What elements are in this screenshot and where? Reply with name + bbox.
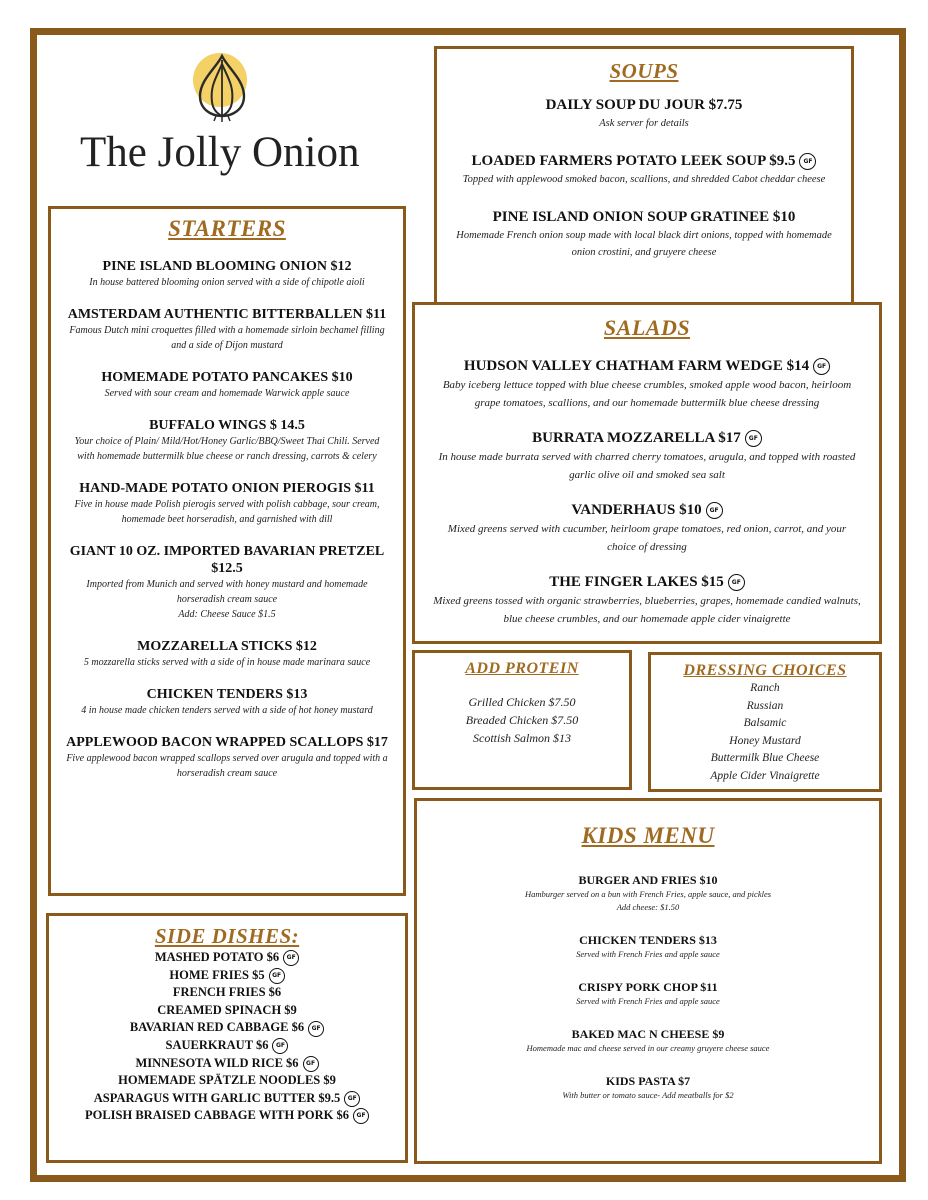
item-description: In house made burrata served with charred cherry tomatoes, arugula, and topped with roasted garlic olive oil and smoked sea salt — [438, 451, 856, 481]
menu-item — [453, 96, 835, 132]
side-item — [49, 1002, 405, 1020]
side-item — [49, 1090, 405, 1108]
item-description: Mixed greens served with cucumber, heirloom grape tomatoes, red onion, carrot, and your choice of dressing — [447, 523, 847, 553]
side-item — [49, 1019, 405, 1037]
dressing-option: Buttermilk Blue Cheese — [710, 752, 820, 765]
item-description: Five applewood bacon wrapped scallops served over arugula and topped with a horseradish cream sauce — [66, 753, 388, 779]
menu-item — [65, 543, 389, 622]
dressing-option: Russian — [746, 699, 784, 712]
side-item-name: CREAMED SPINACH $9 — [157, 1002, 297, 1017]
menu-item — [65, 734, 389, 781]
item-name: KIDS PASTA $7 — [605, 1074, 691, 1088]
side-item — [49, 967, 405, 985]
menu-item — [65, 258, 389, 290]
gluten-free-icon: GF — [303, 1056, 319, 1072]
menu-item — [437, 1074, 859, 1102]
protein-option: Breaded Chicken $7.50 — [465, 713, 579, 727]
gluten-free-icon: GF — [728, 574, 745, 591]
gluten-free-icon: GF — [272, 1038, 288, 1054]
item-description: Homemade mac and cheese served in our creamy gruyere cheese sauce — [526, 1043, 770, 1053]
side-item — [49, 1037, 405, 1055]
dressing-option: Apple Cider Vinaigrette — [710, 769, 820, 782]
brand-name: The Jolly Onion — [80, 129, 360, 176]
dressing-option: Ranch — [750, 682, 780, 694]
starters-section — [48, 206, 406, 896]
item-description: Your choice of Plain/ Mild/Hot/Honey Garlic/BBQ/Sweet Thai Chili. Served with homemade buttermilk blue cheese or ranch dressing, carrots & celery — [74, 436, 380, 462]
menu-item — [453, 152, 835, 188]
item-description: Topped with applewood smoked bacon, scallions, and shredded Cabot cheddar cheese — [462, 174, 826, 185]
item-description: Served with French Fries and apple sauce — [576, 996, 720, 1006]
item-description: Served with sour cream and homemade Warwick apple sauce — [104, 388, 350, 399]
item-description: Ask server for details — [599, 118, 689, 129]
side-item-name: ASPARAGUS WITH GARLIC BUTTER $9.5 — [93, 1090, 341, 1105]
soups-section — [434, 46, 854, 306]
side-item — [49, 1107, 405, 1125]
item-name: THE FINGER LAKES $15 — [549, 574, 724, 590]
item-name: BURRATA MOZZARELLA $17 — [532, 430, 741, 446]
menu-item — [437, 933, 859, 961]
dressings-section — [648, 652, 882, 792]
protein-section — [412, 650, 632, 790]
side-item — [49, 949, 405, 967]
item-name: CHICKEN TENDERS $13 — [579, 933, 717, 947]
menu-item — [433, 429, 861, 484]
item-description: Baby iceberg lettuce topped with blue cheese crumbles, smoked apple wood bacon, heirloom grape tomatoes, scallions, and our homemade buttermilk blue cheese dressing — [442, 379, 852, 409]
item-description: Homemade French onion soup made with local black dirt onions, topped with homemade onion crostini, and gruyere cheese — [456, 230, 832, 258]
side-item-name: HOMEMADE SPÄTZLE NOODLES $9 — [118, 1073, 336, 1088]
dressings-title: DRESSING CHOICES — [683, 662, 847, 679]
item-name: VANDERHAUS $10 — [571, 502, 702, 518]
soups-title: SOUPS — [609, 59, 679, 83]
menu-item — [65, 369, 389, 401]
gluten-free-icon: GF — [308, 1021, 324, 1037]
item-name: BAKED MAC N CHEESE $9 — [571, 1027, 725, 1041]
menu-item — [437, 873, 859, 914]
gluten-free-icon: GF — [283, 950, 299, 966]
side-item — [49, 984, 405, 1002]
starters-title: STARTERS — [168, 216, 286, 241]
kids-section — [414, 798, 882, 1164]
item-description: Hamburger served on a bun with French Fries, apple sauce, and pickles — [524, 889, 772, 899]
menu-item — [453, 208, 835, 261]
item-name: BUFFALO WINGS $ 14.5 — [149, 418, 305, 433]
item-name: PINE ISLAND BLOOMING ONION $12 — [102, 259, 352, 274]
side-item — [49, 1072, 405, 1090]
onion-logo-icon — [186, 50, 256, 122]
item-description: In house battered blooming onion served with a side of chipotle aioli — [89, 277, 365, 288]
item-name: APPLEWOOD BACON WRAPPED SCALLOPS $17 — [66, 735, 388, 750]
side-item — [49, 1055, 405, 1073]
item-description: 4 in house made chicken tenders served with a side of hot honey mustard — [81, 705, 373, 716]
item-name: HAND-MADE POTATO ONION PIEROGIS $11 — [79, 481, 375, 496]
gluten-free-icon: GF — [706, 502, 723, 519]
side-item-name: BAVARIAN RED CABBAGE $6 — [129, 1020, 305, 1035]
menu-item — [433, 357, 861, 412]
menu-item — [437, 980, 859, 1008]
item-description: 5 mozzarella sticks served with a side of in house made marinara sauce — [83, 657, 371, 668]
item-addon: Add: Cheese Sauce $1.5 — [178, 609, 276, 620]
dressing-option: Balsamic — [743, 717, 787, 730]
item-description: With butter or tomato sauce- Add meatballs for $2 — [562, 1090, 734, 1100]
salads-title: SALADS — [603, 315, 691, 340]
gluten-free-icon: GF — [745, 430, 762, 447]
item-name: GIANT 10 OZ. IMPORTED BAVARIAN PRETZEL $12.5 — [69, 544, 385, 576]
menu-item — [433, 573, 861, 628]
item-name: PINE ISLAND ONION SOUP GRATINEE $10 — [492, 209, 796, 225]
menu-item — [65, 306, 389, 353]
protein-option: Grilled Chicken $7.50 — [468, 695, 576, 709]
item-name: DAILY SOUP DU JOUR $7.75 — [545, 97, 743, 113]
menu-item — [65, 686, 389, 718]
sides-section — [46, 913, 408, 1163]
salads-section — [412, 302, 882, 644]
item-addon: Add cheese: $1.50 — [616, 902, 680, 912]
side-item-name: MINNESOTA WILD RICE $6 — [135, 1055, 299, 1070]
side-item-name: SAUERKRAUT $6 — [165, 1037, 269, 1052]
menu-item — [65, 480, 389, 527]
menu-item — [65, 638, 389, 670]
dressing-option: Honey Mustard — [729, 734, 801, 747]
item-description: Mixed greens tossed with organic strawberries, blueberries, grapes, homemade candied walnuts, blue cheese crumbles, and our homemade apple cider vinaigrette — [433, 595, 861, 625]
item-description: Imported from Munich and served with honey mustard and homemade horseradish cream sauce — [86, 579, 368, 605]
gluten-free-icon: GF — [344, 1091, 360, 1107]
gluten-free-icon: GF — [799, 153, 816, 170]
menu-item — [433, 501, 861, 556]
gluten-free-icon: GF — [813, 358, 830, 375]
side-item-name: HOME FRIES $5 — [169, 967, 265, 982]
item-name: CHICKEN TENDERS $13 — [146, 687, 308, 702]
protein-title: ADD PROTEIN — [465, 660, 579, 677]
item-description: Famous Dutch mini croquettes filled with a homemade sirloin bechamel filling and a side of Dijon mustard — [69, 325, 385, 351]
side-item-name: MASHED POTATO $6 — [154, 950, 280, 964]
item-name: BURGER AND FRIES $10 — [578, 873, 718, 887]
menu-item — [65, 417, 389, 464]
item-name: HOMEMADE POTATO PANCAKES $10 — [101, 370, 353, 385]
item-name: MOZZARELLA STICKS $12 — [137, 639, 317, 654]
item-name: LOADED FARMERS POTATO LEEK SOUP $9.5 — [471, 153, 796, 169]
gluten-free-icon: GF — [269, 968, 285, 984]
item-name: CRISPY PORK CHOP $11 — [578, 980, 718, 994]
kids-title: KIDS MENU — [581, 823, 715, 848]
item-description: Served with French Fries and apple sauce — [576, 949, 720, 959]
sides-title: SIDE DISHES: — [154, 924, 300, 948]
protein-option: Scottish Salmon $13 — [473, 731, 571, 745]
item-description: Five in house made Polish pierogis served with polish cabbage, sour cream, homemade beet horseradish, and garnished with dill — [74, 499, 380, 525]
menu-item — [437, 1027, 859, 1055]
gluten-free-icon: GF — [353, 1108, 369, 1124]
side-item-name: POLISH BRAISED CABBAGE WITH PORK $6 — [84, 1108, 350, 1123]
item-name: HUDSON VALLEY CHATHAM FARM WEDGE $14 — [463, 358, 810, 374]
side-item-name: FRENCH FRIES $6 — [172, 985, 282, 1000]
item-name: AMSTERDAM AUTHENTIC BITTERBALLEN $11 — [67, 307, 387, 322]
